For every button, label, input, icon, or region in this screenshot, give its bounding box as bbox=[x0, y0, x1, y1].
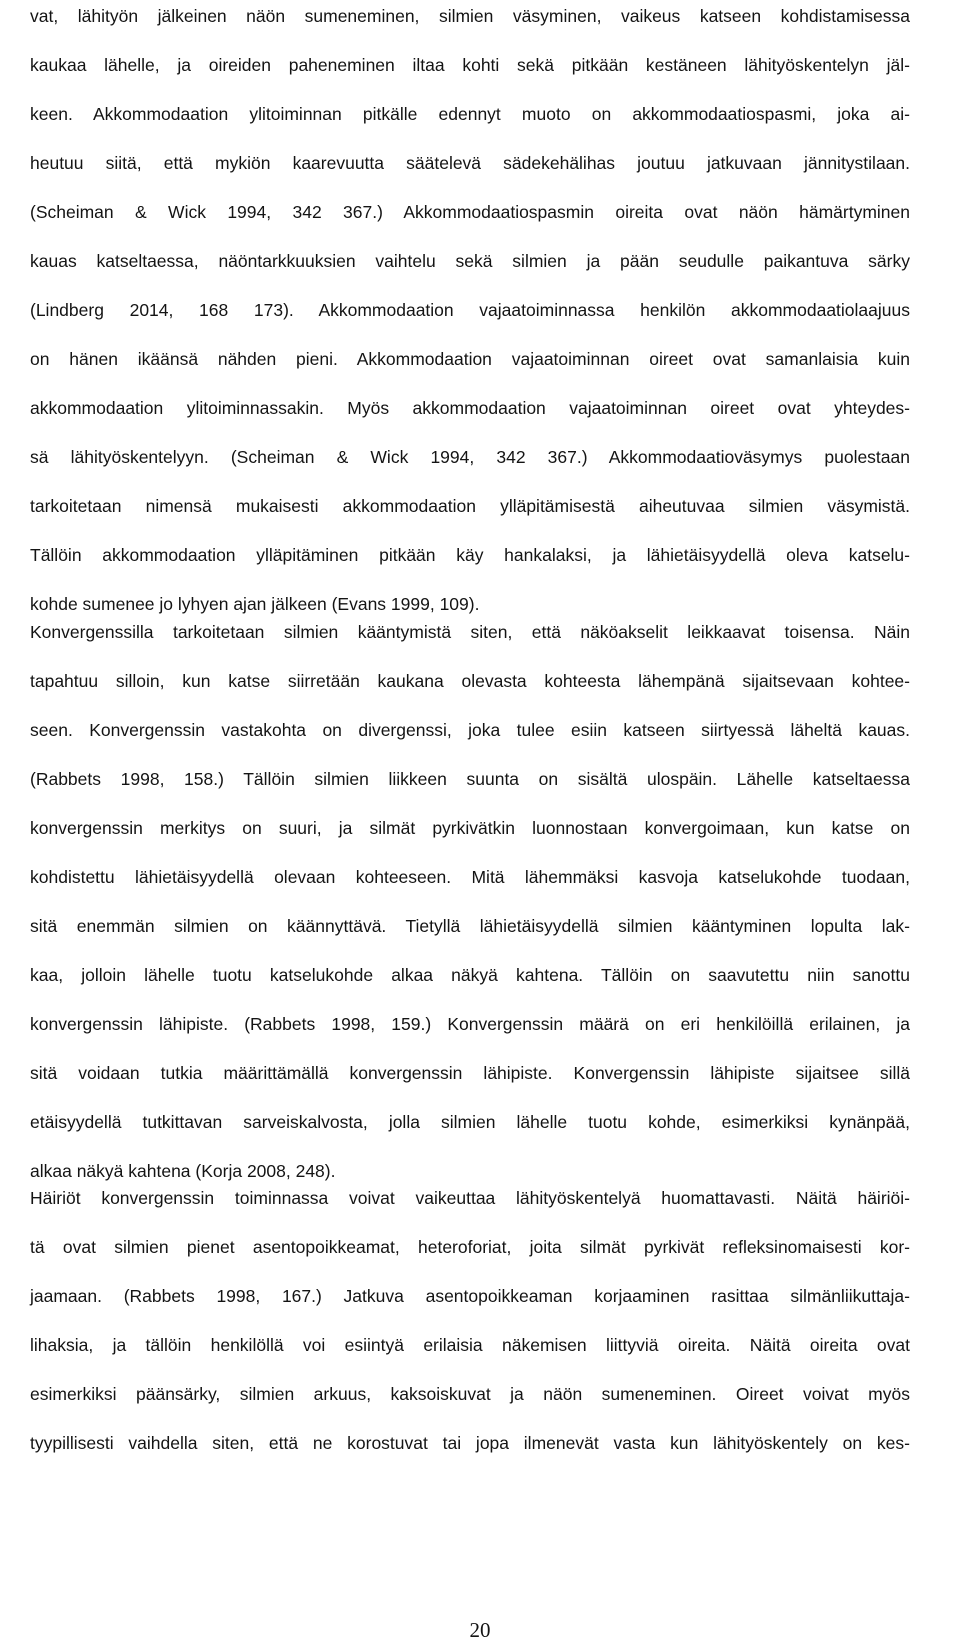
text-line: tapahtuu silloin, kun katse siirretään kaukana olevasta kohteesta lähempänä sijaitsevaan kohtee- bbox=[30, 671, 910, 691]
text-line: jaamaan. (Rabbets 1998, 167.) Jatkuva asentopoikkeaman korjaaminen rasittaa silmänliikuttaja- bbox=[30, 1286, 910, 1306]
text-line: etäisyydellä tutkittavan sarveiskalvosta, jolla silmien lähelle tuotu kohde, esimerkiksi kynänpää, bbox=[30, 1112, 910, 1132]
text-line: seen. Konvergenssin vastakohta on divergenssi, joka tulee esiin katseen siirtyessä läheltä kauas. bbox=[30, 720, 910, 740]
text-line: esimerkiksi päänsärky, silmien arkuus, kaksoiskuvat ja näön sumeneminen. Oireet voivat myös bbox=[30, 1384, 910, 1404]
text-line: sä lähityöskentelyyn. (Scheiman & Wick 1994, 342 367.) Akkommodaatioväsymys puolestaan bbox=[30, 447, 910, 467]
paragraph-convergence-disorders bbox=[30, 1174, 910, 1468]
text-line: Häiriöt konvergenssin toiminnassa voivat vaikeuttaa lähityöskentelyä huomattavasti. Näitä häiriöi- bbox=[30, 1188, 910, 1208]
text-line: kohdistettu lähietäisyydellä olevaan kohteeseen. Mitä lähemmäksi kasvoja katselukohde tuodaan, bbox=[30, 867, 910, 887]
text-line: lihaksia, ja tällöin henkilöllä voi esiintyä erilaisia näkemisen liittyviä oireita. Näitä oireita ovat bbox=[30, 1335, 910, 1355]
text-line: konvergenssin lähipiste. (Rabbets 1998, 159.) Konvergenssin määrä on eri henkilöillä erilainen, ja bbox=[30, 1014, 910, 1034]
text-line: kaukaa lähelle, ja oireiden paheneminen iltaa kohti sekä pitkään kestäneen lähityöskentelyn jäl- bbox=[30, 55, 910, 75]
text-line: vat, lähityön jälkeinen näön sumeneminen, silmien väsyminen, vaikeus katseen kohdistamisessa bbox=[30, 6, 910, 26]
text-line: (Lindberg 2014, 168 173). Akkommodaation vajaatoiminnassa henkilön akkommodaatiolaajuus bbox=[30, 300, 910, 320]
text-line: akkommodaation ylitoiminnassakin. Myös akkommodaation vajaatoiminnan oireet ovat yhteydes- bbox=[30, 398, 910, 418]
page-number: 20 bbox=[469, 1618, 491, 1642]
text-line: (Rabbets 1998, 158.) Tällöin silmien liikkeen suunta on sisältä ulospäin. Lähelle katseltaessa bbox=[30, 769, 910, 789]
text-line: alkaa näkyä kahtena (Korja 2008, 248). bbox=[30, 1161, 336, 1181]
text-line: tyypillisesti vaihdella siten, että ne korostuvat tai jopa ilmenevät vasta kun lähityöskentely on kes- bbox=[30, 1433, 910, 1453]
text-line: kauas katseltaessa, näöntarkkuuksien vaihtelu sekä silmien ja pään seudulle paikantuva särky bbox=[30, 251, 910, 271]
text-line: sitä voidaan tutkia määrittämällä konvergenssin lähipiste. Konvergenssin lähipiste sijaitsee sillä bbox=[30, 1063, 910, 1083]
text-line: sitä enemmän silmien on käännyttävä. Tietyllä lähietäisyydellä silmien kääntyminen lopulta lak- bbox=[30, 916, 910, 936]
text-line: Konvergenssilla tarkoitetaan silmien kääntymistä siten, että näköakselit leikkaavat toisensa. Näin bbox=[30, 622, 910, 642]
text-line: heutuu siitä, että mykiön kaarevuutta säätelevä sädekehälihas joutuu jatkuvaan jännitystilaan. bbox=[30, 153, 910, 173]
text-line: kaa, jolloin lähelle tuotu katselukohde alkaa näkyä kahtena. Tällöin on saavutettu niin sanottu bbox=[30, 965, 910, 985]
text-line: Tällöin akkommodaation ylläpitäminen pitkään käy hankalaksi, ja lähietäisyydellä oleva katselu- bbox=[30, 545, 910, 565]
paragraph-convergence bbox=[30, 608, 910, 1196]
text-line: kohde sumenee jo lyhyen ajan jälkeen (Evans 1999, 109). bbox=[30, 594, 480, 614]
text-line: tarkoitetaan nimensä mukaisesti akkommodaation ylläpitämisestä aiheutuvaa silmien väsymistä. bbox=[30, 496, 910, 516]
text-line: keen. Akkommodaation ylitoiminnan pitkälle edennyt muoto on akkommodaatiospasmi, joka ai- bbox=[30, 104, 910, 124]
text-line: (Scheiman & Wick 1994, 342 367.) Akkommodaatiospasmin oireita ovat näön hämärtyminen bbox=[30, 202, 910, 222]
paragraph-accommodation bbox=[30, 0, 910, 629]
text-line: on hänen ikäänsä nähden pieni. Akkommodaation vajaatoiminnan oireet ovat samanlaisia kuin bbox=[30, 349, 910, 369]
text-line: konvergenssin merkitys on suuri, ja silmät pyrkivätkin luonnostaan konvergoimaan, kun katse on bbox=[30, 818, 910, 838]
text-line: tä ovat silmien pienet asentopoikkeamat, heteroforiat, joita silmät pyrkivät refleksinomaisesti kor- bbox=[30, 1237, 910, 1257]
